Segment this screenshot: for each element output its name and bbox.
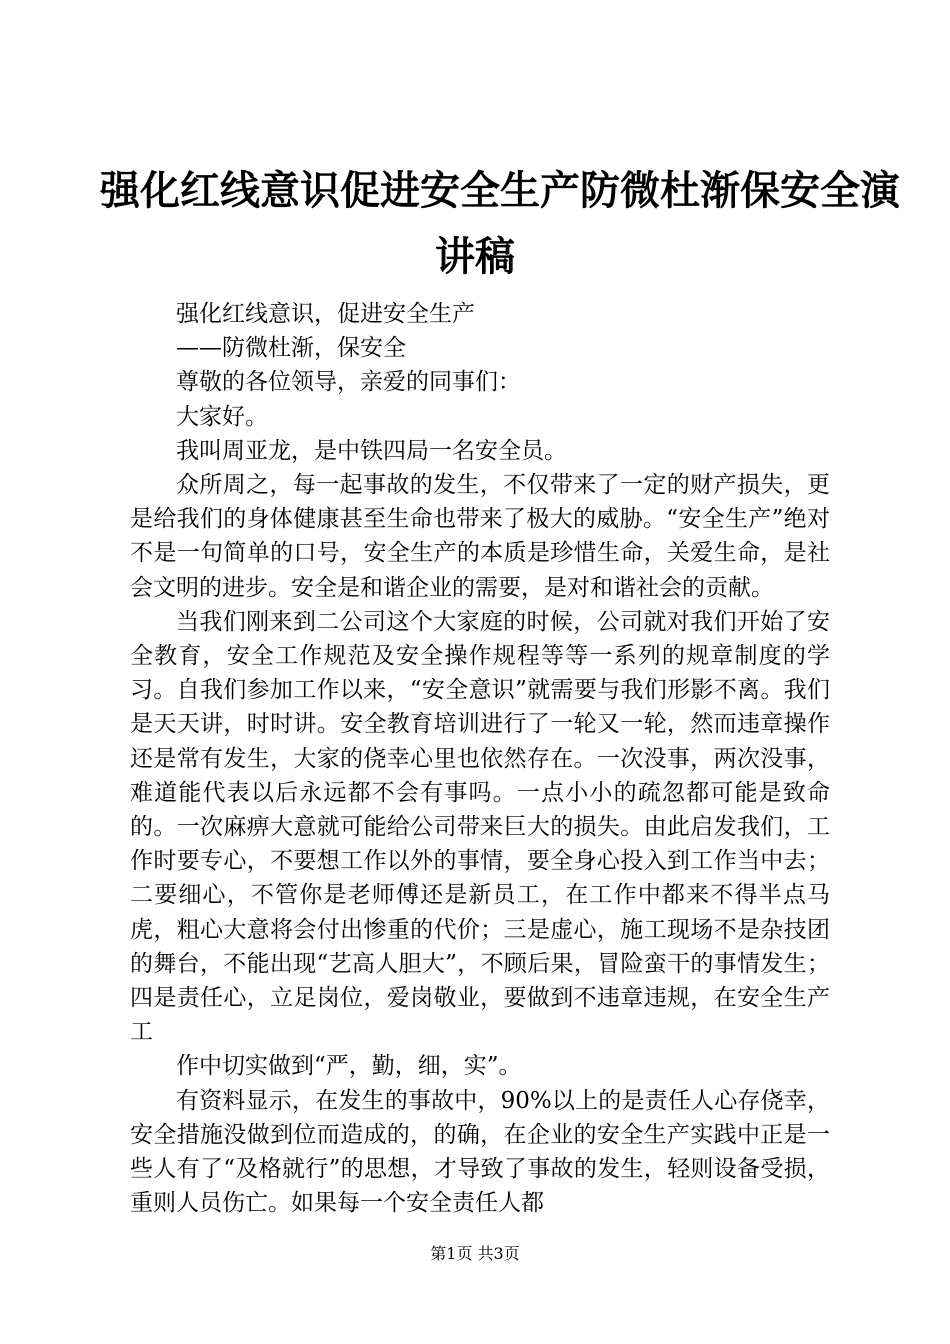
- self-introduction: 我叫周亚龙，是中铁四局一名安全员。: [176, 437, 567, 464]
- title-line-2: 讲稿: [435, 233, 515, 280]
- body-paragraph: 有资料显示，在发生的事故中，90%以上的是责任人心存侥幸，安全措施没做到位而造成的，的确，在企业的安全生产实践中正是一些人有了“及格就行”的思想，才导致了事故的发生，轻则设备受损，重则人员伤亡。如果每一个安全责任人都: [130, 1087, 830, 1217]
- body-paragraph: 众所周之，每一起事故的发生，不仅带来了一定的财产损失，更是给我们的身体健康甚至生命也带来了极大的威胁。“安全生产”绝对不是一句简单的口号，安全生产的本质是珍惜生命，关爱生命，是社会文明的进步。安全是和谐企业的需要，是对和谐社会的贡献。: [130, 472, 830, 601]
- body-paragraph: 当我们刚来到二公司这个大家庭的时候，公司就对我们开始了安全教育，安全工作规范及安全操作规程等等一系列的规章制度的学习。自我们参加工作以来，“安全意识”就需要与我们形影不离。我们是天天讲，时时讲。安全教育培训进行了一轮又一轮，然而违章操作还是常有发生，大家的侥幸心里也依然存在。一次没事，两次没事，难道能代表以后永远都不会有事吗。一点小小的疏忽都可能是致命的。一次麻痹大意就可能给公司带来巨大的损失。由此启发我们，工作时要专心，不要想工作以外的事情，要全身心投入到工作当中去；二要细心，不管你是老师傅还是新员工，在工作中都来不得半点马虎，粗心大意将会付出惨重的代价；三是虚心，施工现场不是杂技团的舞台，不能出现“艺高人胆大”，不顾后果，冒险蛮干的事情发生；四是责任心，立足岗位，爱岗敬业，要做到不违章违规，在安全生产工: [130, 608, 830, 1046]
- document-body: [130, 297, 830, 1220]
- speech-subheading: ——防微杜渐，保安全: [176, 335, 406, 362]
- greeting: 大家好。: [176, 403, 268, 430]
- title-line-1: 强化红线意识促进安全生产防微杜渐保安全演: [100, 167, 900, 214]
- salutation: 尊敬的各位领导，亲爱的同事们：: [176, 369, 521, 396]
- speech-heading: 强化红线意识，促进安全生产: [176, 301, 475, 327]
- document-title: [100, 158, 900, 290]
- page-footer: 第1页 共3页: [430, 1244, 520, 1263]
- body-paragraph: 作中切实做到“严，勤，细，实”。: [176, 1053, 522, 1080]
